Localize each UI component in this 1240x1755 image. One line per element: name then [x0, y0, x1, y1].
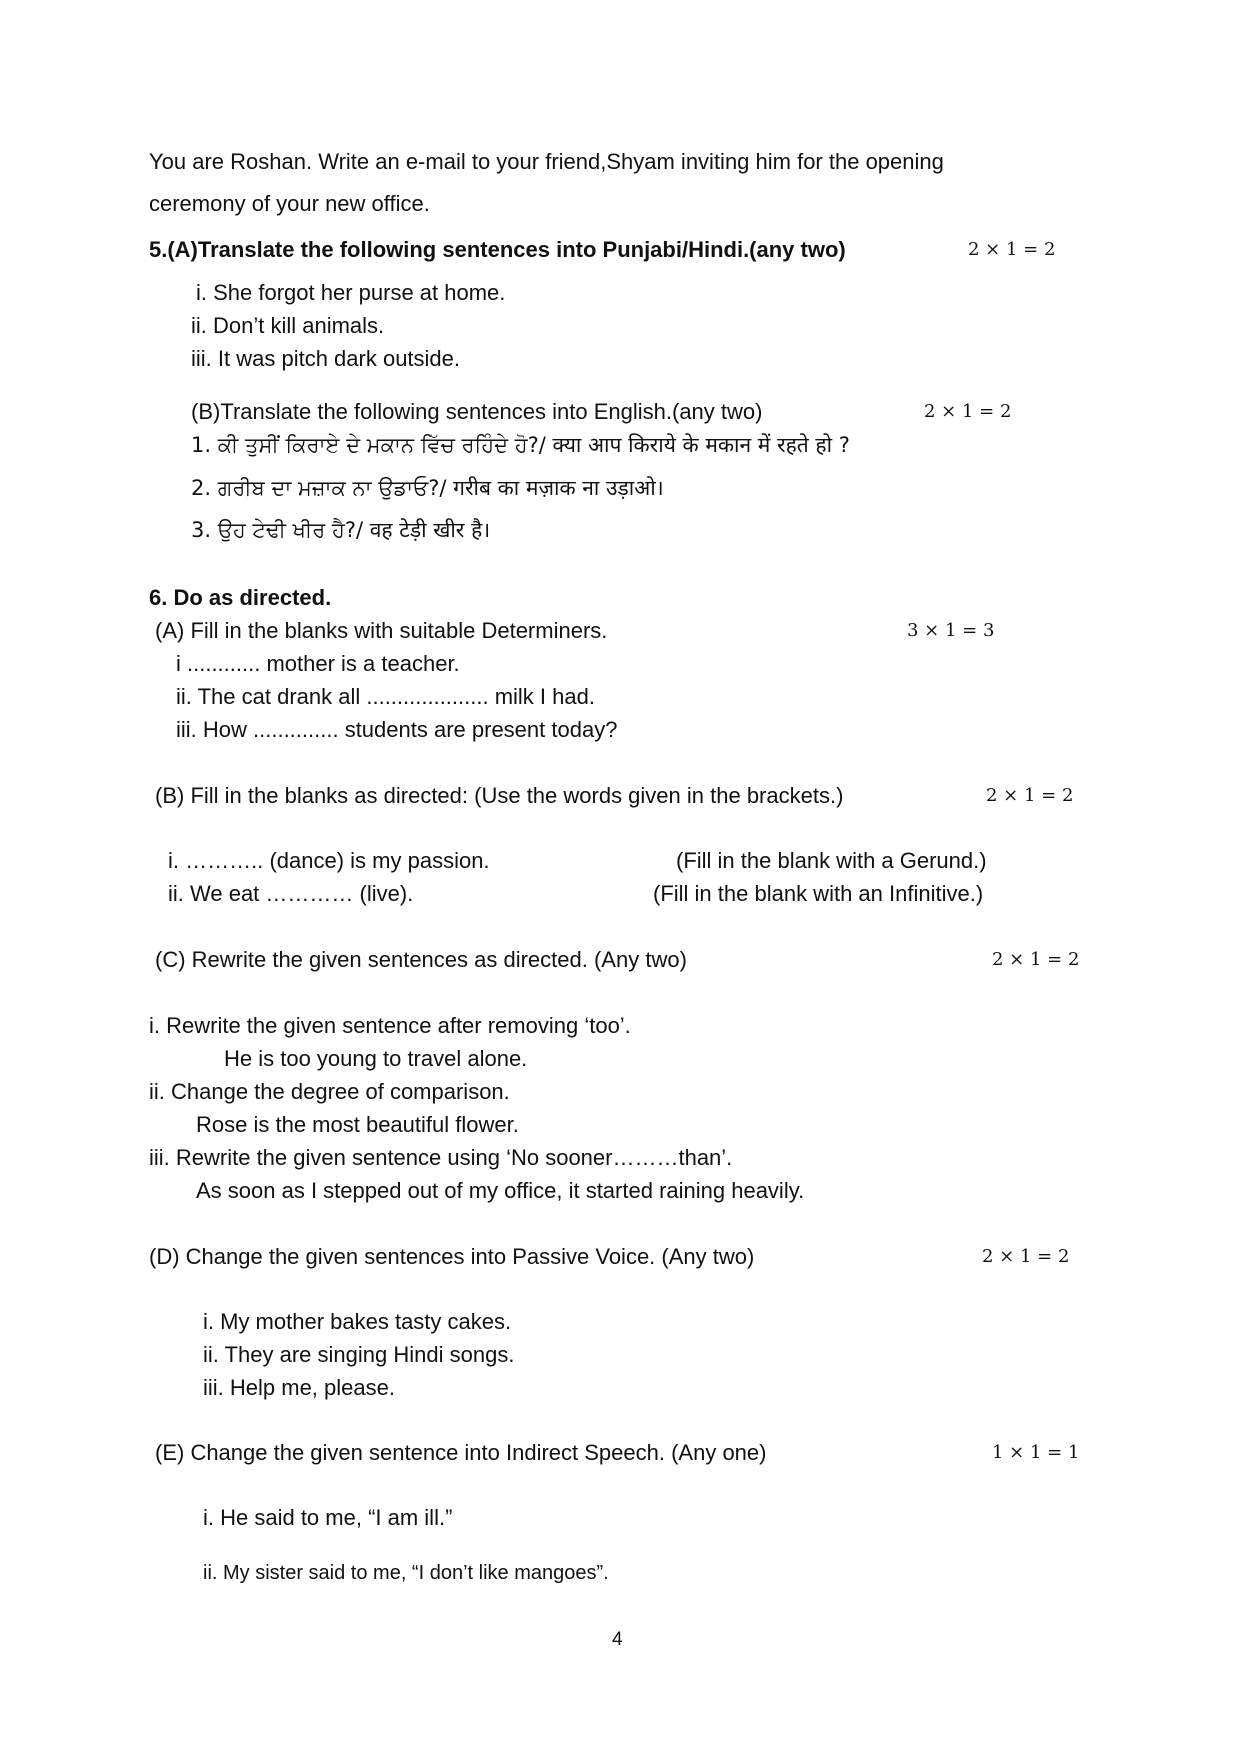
q6a-heading: (A) Fill in the blanks with suitable Determiners.	[155, 618, 608, 643]
q5a-item-3: iii. It was pitch dark outside.	[191, 346, 461, 371]
q6c-item-1-sentence: He is too young to travel alone.	[224, 1046, 528, 1071]
q6b-item-1: i. ……….. (dance) is my passion.	[168, 848, 490, 873]
q6c-item-2: ii. Change the degree of comparison.	[149, 1079, 510, 1104]
q6b-item-1-note: (Fill in the blank with a Gerund.)	[676, 848, 987, 873]
q6d-item-2: ii. They are singing Hindi songs.	[203, 1342, 515, 1367]
q6c-marks: 2 × 1 = 2	[992, 949, 1080, 970]
q6d-item-1: i. My mother bakes tasty cakes.	[203, 1309, 512, 1334]
q6c-item-3-sentence: As soon as I stepped out of my office, it started raining heavily.	[196, 1178, 805, 1203]
q6e-marks: 1 × 1 = 1	[992, 1442, 1080, 1463]
q6b-item-2-note: (Fill in the blank with an Infinitive.)	[653, 881, 984, 906]
intro-line-1: You are Roshan. Write an e-mail to your friend,Shyam inviting him for the opening	[149, 149, 944, 174]
q5b-item-1: 1. ਕੀ ਤੁਸੀਂ ਕਿਰਾਏ ਦੇ ਮਕਾਨ ਵਿੱਚ ਰਹਿੰਦੇ ਹੋ?/ क्या आप किराये के मकान में रहते हो ?	[191, 433, 850, 457]
q6a-item-3: iii. How .............. students are present today?	[176, 717, 618, 742]
q5b-marks: 2 × 1 = 2	[924, 401, 1012, 422]
q6c-item-1: i. Rewrite the given sentence after removing ‘too’.	[149, 1013, 631, 1038]
q6e-item-2: ii. My sister said to me, “I don’t like mangoes”.	[203, 1562, 609, 1584]
q5a-marks: 2 × 1 = 2	[968, 239, 1056, 260]
q6c-heading: (C) Rewrite the given sentences as directed. (Any two)	[155, 947, 687, 972]
q6d-item-3: iii. Help me, please.	[203, 1375, 395, 1400]
q5a-item-1: i. She forgot her purse at home.	[196, 280, 506, 305]
q6e-item-1: i. He said to me, “I am ill.”	[203, 1505, 453, 1530]
q6c-item-3: iii. Rewrite the given sentence using ‘No sooner………than’.	[149, 1145, 733, 1170]
q6b-marks: 2 × 1 = 2	[986, 785, 1074, 806]
q5a-heading: 5.(A)Translate the following sentences into Punjabi/Hindi.(any two)	[149, 237, 846, 262]
q6a-marks: 3 × 1 = 3	[907, 620, 995, 641]
q5a-item-2: ii. Don’t kill animals.	[191, 313, 385, 338]
q6-heading: 6. Do as directed.	[149, 585, 332, 610]
q6d-marks: 2 × 1 = 2	[982, 1246, 1070, 1267]
q6b-heading: (B) Fill in the blanks as directed: (Use the words given in the brackets.)	[155, 783, 844, 808]
page-number: 4	[612, 1629, 623, 1650]
q6b-item-2: ii. We eat ………… (live).	[168, 881, 414, 906]
q5b-item-3: 3. ਉਹ ਟੇਢੀ ਖੀਰ ਹੈ?/ वह टेड़ी खीर है।	[191, 518, 491, 542]
intro-line-2: ceremony of your new office.	[149, 191, 430, 216]
q6e-heading: (E) Change the given sentence into Indirect Speech. (Any one)	[155, 1440, 767, 1465]
q6d-heading: (D) Change the given sentences into Passive Voice. (Any two)	[149, 1244, 755, 1269]
q5b-item-2: 2. ਗਰੀਬ ਦਾ ਮਜ਼ਾਕ ਨਾ ਉਡਾਓ?/ गरीब का मज़ाक ना उड़ाओ।	[191, 476, 664, 500]
q6c-item-2-sentence: Rose is the most beautiful flower.	[196, 1112, 519, 1137]
q5b-heading: (B)Translate the following sentences into English.(any two)	[191, 399, 763, 424]
q6a-item-2: ii. The cat drank all .................... milk I had.	[176, 684, 595, 709]
q6a-item-1: i ............ mother is a teacher.	[176, 651, 460, 676]
